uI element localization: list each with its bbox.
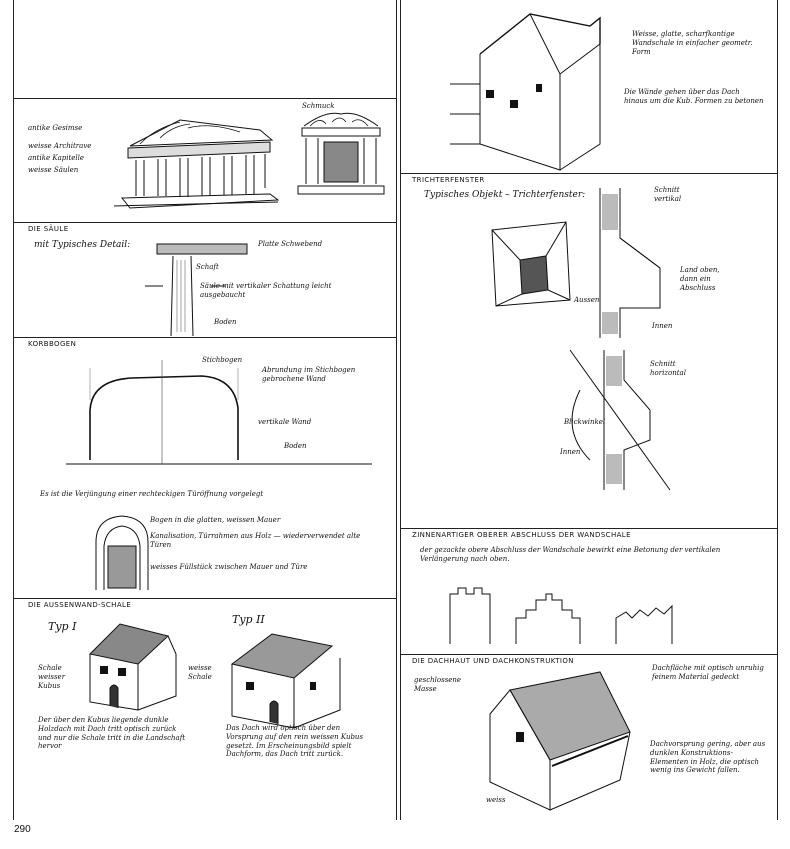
temple-sketch xyxy=(100,108,280,218)
temple-note-top: Schmuck xyxy=(302,102,335,110)
typ-2-label: Typ II xyxy=(232,613,265,626)
divider-temple xyxy=(13,98,396,99)
section-title-saeule: DIE SÄULE xyxy=(28,225,69,233)
trichter-vertical-section xyxy=(590,188,680,338)
temple-front-sketch xyxy=(296,106,386,206)
door-note-2: Kanalisation, Türrahmen aus Holz — wiederverwendet alte Türen xyxy=(150,532,361,549)
korbbogen-note-4: Boden xyxy=(284,442,307,450)
door-sketch xyxy=(92,512,152,592)
dach-note-1: Dachfläche mit optisch unruhig feinem Material gedeckt xyxy=(652,664,764,681)
dach-note-4: weiss xyxy=(486,796,506,804)
typ-1-label: Typ I xyxy=(48,620,77,633)
temple-note-c: antike Kapitelle xyxy=(28,154,85,162)
divider-saeule xyxy=(13,222,396,223)
saeule-note-2: Schaft xyxy=(196,263,219,271)
saeule-note-3: Säule mit vertikaler Schattung leicht ausgebaucht xyxy=(200,282,332,299)
saeule-note-1: Platte Schwebend xyxy=(258,240,323,248)
trichter-note-6: Blickwinkel xyxy=(564,418,606,426)
house-type-2-sketch xyxy=(222,624,352,734)
section-title-dach: DIE DACHHAUT UND DACHKONSTRUKTION xyxy=(412,657,574,665)
korbbogen-note-2: Abrundung im Stichbogen gebrochene Wand xyxy=(262,366,356,383)
section-title-trichter: TRICHTERFENSTER xyxy=(412,176,485,184)
divider-korbbogen xyxy=(13,337,396,338)
dach-note-2: geschlossene Masse xyxy=(414,676,462,693)
korbbogen-note-3: vertikale Wand xyxy=(258,418,312,426)
page-number: 290 xyxy=(14,824,31,835)
house-top-note-2: Die Wände gehen über das Dach hinaus um die Kub. Formen zu betonen xyxy=(624,88,764,105)
house-type-1-sketch xyxy=(80,614,190,714)
trichter-caption: Typisches Objekt – Trichterfenster: xyxy=(424,190,586,200)
temple-note-b: weisse Architrave xyxy=(28,142,92,150)
house-top-sketch xyxy=(450,4,610,174)
section-title-korbbogen: KORBBOGEN xyxy=(28,340,77,348)
column-divider-center xyxy=(396,0,397,820)
door-note-1: Bogen in die glatten, weissen Mauer xyxy=(150,516,281,524)
divider-trichter xyxy=(400,173,777,174)
divider-dach xyxy=(400,654,777,655)
korbbogen-text: Es ist die Verjüngung einer rechteckigen Türöffnung vorgelegt xyxy=(40,490,264,498)
trichter-note-3: Innen xyxy=(652,322,673,330)
trichter-note-5: Schnitt horizontal xyxy=(650,360,686,377)
section-title-zinnen: ZINNENARTIGER OBERER ABSCHLUSS DER WANDSCHALE xyxy=(412,531,631,539)
zinnen-sketch xyxy=(440,578,720,648)
divider-zinnen xyxy=(400,528,777,529)
door-note-3: weisses Füllstück zwischen Mauer und Türe xyxy=(150,563,308,571)
trichter-note-7: Innen xyxy=(560,448,581,456)
zinnen-text: der gezackte obere Abschluss der Wandschale bewirkt eine Betonung der vertikalen Verlängerung nach oben. xyxy=(420,546,721,563)
trichter-note-4: Aussen xyxy=(574,296,600,304)
temple-note-a: antike Gesimse xyxy=(28,124,83,132)
schale-note-2: weisse Schale xyxy=(188,664,212,681)
temple-note-d: weisse Säulen xyxy=(28,166,79,174)
aussenwand-text-1: Der über den Kubus liegende dunkle Holzdach mit Dach tritt optisch zurück und nur die Schale tritt in die Landschaft hervor xyxy=(38,716,186,751)
column-divider-right xyxy=(777,0,778,820)
column-divider-center-2 xyxy=(400,0,401,820)
schale-note-1: Schale weisser Kubus xyxy=(38,664,66,690)
dach-note-3: Dachvorsprung gering, aber aus dunklen Konstruktions-Elementen in Holz, die optisch wenig ins Gewicht fallen. xyxy=(650,740,766,775)
trichter-note-1: Schnitt vertikal xyxy=(654,186,682,203)
trichter-note-2: Land oben, dann ein Abschluss xyxy=(680,266,720,292)
korbbogen-note-1: Stichbogen xyxy=(202,356,243,364)
house-top-note-1: Weisse, glatte, scharfkantige Wandschale in einfacher geometr. Form xyxy=(632,30,753,56)
saeule-caption: mit Typisches Detail: xyxy=(34,240,131,250)
divider-aussenwand xyxy=(13,598,396,599)
saeule-note-4: Boden xyxy=(214,318,237,326)
aussenwand-text-2: Das Dach wird optisch über den Vorsprung auf den rein weissen Kubus gesetzt. Im Erscheinungsbild spielt Dachform, das Dach tritt zurück. xyxy=(226,724,364,759)
column-divider-left xyxy=(13,0,14,820)
section-title-aussenwand: DIE AUSSENWAND-SCHALE xyxy=(28,601,132,609)
